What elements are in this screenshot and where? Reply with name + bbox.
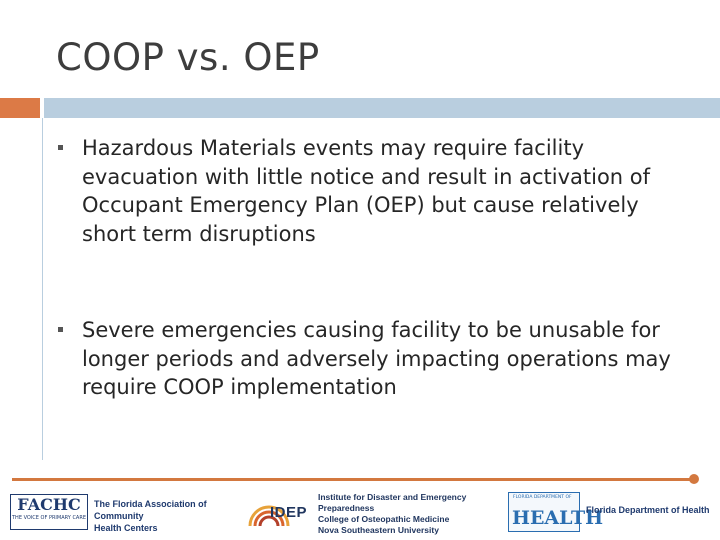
idep-name-line: College of Osteopathic Medicine [318, 514, 450, 524]
bullet-item [58, 316, 698, 402]
doh-badge-top: FLORIDA DEPARTMENT OF [513, 495, 572, 500]
doh-badge-word: HEALTH [512, 507, 604, 529]
bullet-list [58, 134, 698, 402]
fachc-name [94, 498, 250, 534]
footer-divider-line [12, 478, 692, 481]
title-rule-bar [44, 98, 720, 118]
title-accent-bar [0, 98, 40, 118]
fachc-tagline: THE VOICE OF PRIMARY CARE [12, 515, 86, 521]
square-bullet-icon [58, 327, 63, 332]
square-bullet-icon [58, 145, 63, 150]
fachc-badge [10, 494, 88, 530]
left-divider-line [42, 118, 43, 460]
fachc-name-line: Health Centers [94, 523, 158, 533]
doh-name: Florida Department of Health [586, 505, 710, 515]
fachc-logo [10, 486, 250, 538]
idep-name-line: Institute for Disaster and Emergency Preparedness [318, 492, 467, 513]
footer-divider-dot [689, 474, 699, 484]
bullet-text: Severe emergencies causing facility to be unusable for longer periods and adversely impacting operations may require COOP implementation [82, 318, 671, 399]
fachc-abbr: FACHC [17, 495, 81, 514]
idep-abbr: IDEP [270, 504, 308, 521]
doh-badge [508, 492, 604, 532]
bullet-text: Hazardous Materials events may require facility evacuation with little notice and result in activation of Occupant Emergency Plan (OEP) but cause relatively short term disruptions [82, 136, 651, 246]
idep-name-line: Nova Southeastern University [318, 525, 439, 535]
doh-logo [508, 486, 718, 538]
fachc-name-line: The Florida Association of Community [94, 499, 207, 521]
footer-logos [0, 486, 720, 540]
bullet-item [58, 134, 698, 248]
idep-name [318, 492, 498, 536]
idep-logo [246, 486, 496, 538]
slide-title: COOP vs. OEP [56, 36, 320, 79]
